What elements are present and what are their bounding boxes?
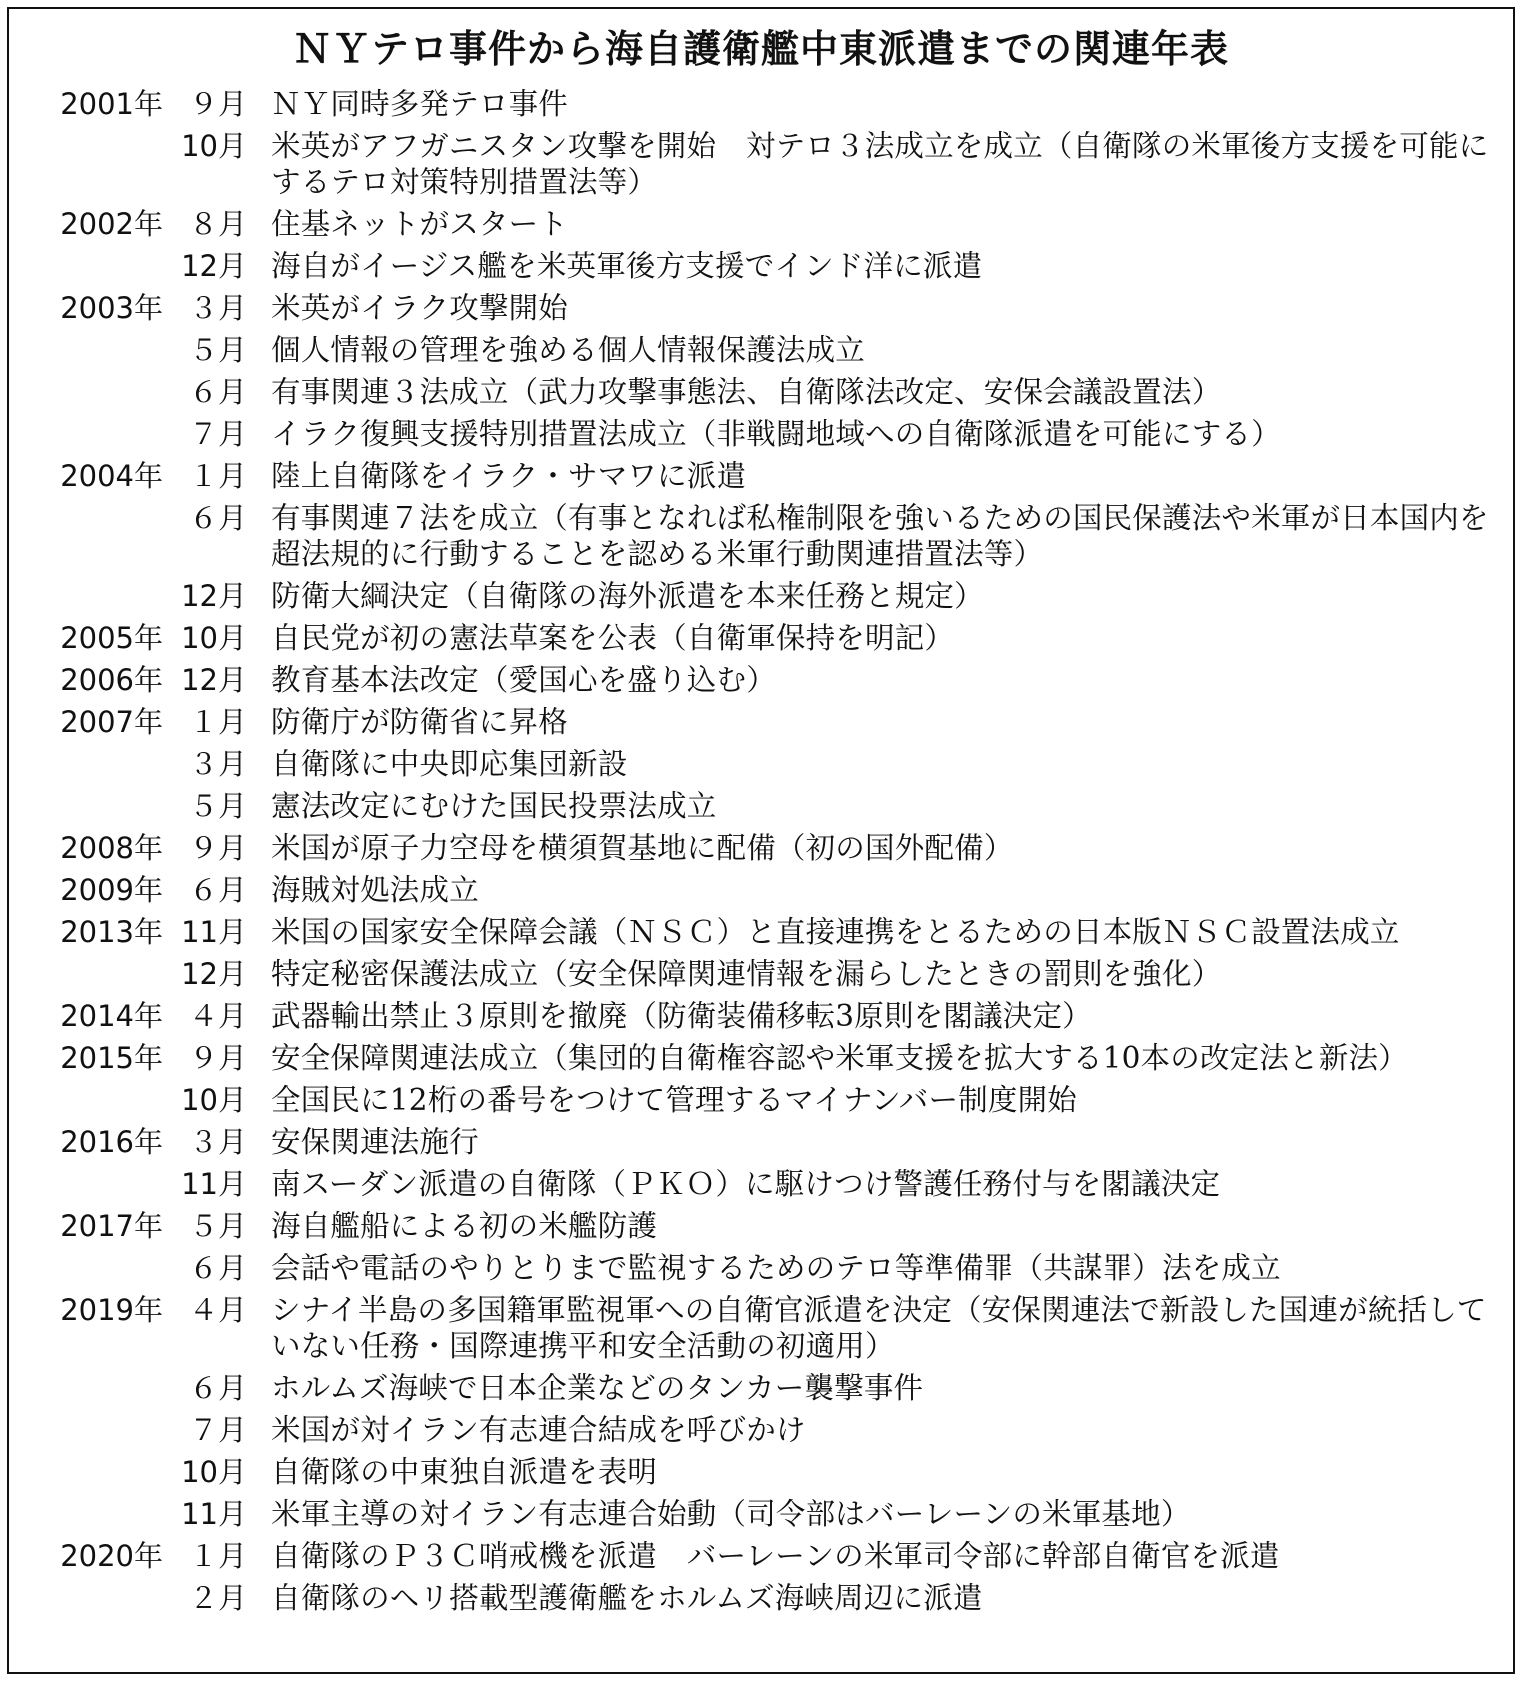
event-month: ４月 [188,999,247,1033]
event-text: シナイ半島の多国籍軍監視軍への自衛官派遣を決定（安保関連法で新設した国連が統括していない任務・国際連携平和安全活動の初適用） [271,1293,1487,1363]
event-date [9,1121,247,1163]
event-year: 2014年 [60,999,163,1033]
event-month: ８月 [188,207,247,241]
event-text: 海自がイージス艦を米英軍後方支援でインド洋に派遣 [271,249,983,283]
event-date [9,329,247,371]
timeline-row [9,125,1517,203]
event-date [9,1367,247,1409]
event-year: 2004年 [60,459,163,493]
event-month: 12月 [181,579,247,613]
event-date [9,995,247,1037]
event-text: 個人情報の管理を強める個人情報保護法成立 [271,333,866,367]
timeline-row [9,1577,1517,1619]
event-year: 2020年 [60,1539,163,1573]
event-date [9,1451,247,1493]
event-month: ７月 [188,417,247,451]
event-date [9,1037,247,1079]
page-title: ＮＹテロ事件から海自護衛艦中東派遣までの関連年表 [292,27,1229,71]
timeline-row [9,1163,1517,1205]
event-text: 米英がイラク攻撃開始 [271,291,569,325]
event-month: 11月 [181,915,247,949]
event-text: 米英がアフガニスタン攻撃を開始 対テロ３法成立を成立（自衛隊の米軍後方支援を可能にするテロ対策特別措置法等） [271,129,1489,199]
event-date [9,743,247,785]
event-date [9,413,247,455]
event-year: 2003年 [60,291,163,325]
event-month: ５月 [188,789,247,823]
event-year: 2017年 [60,1209,163,1243]
timeline-row [9,785,1517,827]
event-year: 2019年 [60,1293,163,1327]
event-text: 憲法改定にむけた国民投票法成立 [271,789,717,823]
event-text: 安保関連法施行 [271,1125,479,1159]
event-text: 米国が原子力空母を横須賀基地に配備（初の国外配備） [271,831,1014,865]
event-month: ６月 [188,501,247,535]
event-date [9,125,247,167]
event-year: 2015年 [60,1041,163,1075]
timeline-row [9,497,1517,575]
event-date [9,869,247,911]
event-year: 2016年 [60,1125,163,1159]
event-month: 10月 [181,129,247,163]
event-text: 米国の国家安全保障会議（ＮＳＣ）と直接連携をとるための日本版ＮＳＣ設置法成立 [271,915,1400,949]
timeline-row [9,869,1517,911]
event-date [9,245,247,287]
event-month: 11月 [181,1167,247,1201]
event-month: ５月 [188,1209,247,1243]
event-year: 2001年 [60,87,163,121]
event-text: 自民党が初の憲法草案を公表（自衛軍保持を明記） [271,621,955,655]
event-month: １月 [188,1539,247,1573]
event-date [9,953,247,995]
event-date [9,701,247,743]
event-month: 10月 [181,1083,247,1117]
event-month: ６月 [188,375,247,409]
event-date [9,1205,247,1247]
timeline-row [9,203,1517,245]
event-month: ９月 [188,87,247,121]
event-date [9,911,247,953]
event-text: 特定秘密保護法成立（安全保障関連情報を漏らしたときの罰則を強化） [271,957,1222,991]
event-year: 2013年 [60,915,163,949]
timeline-row [9,1535,1517,1577]
event-date [9,1409,247,1451]
timeline-row [9,827,1517,869]
event-date [9,1163,247,1205]
event-month: ４月 [188,1293,247,1327]
event-text: 会話や電話のやりとりまで監視するためのテロ等準備罪（共謀罪）法を成立 [271,1251,1281,1285]
event-text: 自衛隊に中央即応集団新設 [271,747,628,781]
event-month: ３月 [188,1125,247,1159]
event-text: 海賊対処法成立 [271,873,479,907]
timeline-row [9,911,1517,953]
event-month: ６月 [188,1371,247,1405]
event-text: 住基ネットがスタート [271,207,569,241]
event-text: 有事関連３法成立（武力攻撃事態法、自衛隊法改定、安保会議設置法） [271,375,1222,409]
event-date [9,659,247,701]
event-text: 武器輸出禁止３原則を撤廃（防衛装備移転3原則を閣議決定） [271,999,1092,1033]
event-date [9,617,247,659]
event-text: 教育基本法改定（愛国心を盛り込む） [271,663,776,697]
event-month: １月 [188,459,247,493]
event-year: 2002年 [60,207,163,241]
event-text: 米国が対イラン有志連合結成を呼びかけ [271,1413,806,1447]
timeline-row [9,245,1517,287]
timeline-row [9,701,1517,743]
event-text: 海自艦船による初の米艦防護 [271,1209,658,1243]
event-month: ７月 [188,1413,247,1447]
event-month: 12月 [181,663,247,697]
event-month: ９月 [188,831,247,865]
timeline-row [9,371,1517,413]
event-text: 自衛隊のＰ３Ｃ哨戒機を派遣 バーレーンの米軍司令部に幹部自衛官を派遣 [271,1539,1280,1573]
timeline-frame [7,7,1515,1674]
event-year: 2007年 [60,705,163,739]
timeline-row [9,575,1517,617]
event-text: ホルムズ海峡で日本企業などのタンカー襲撃事件 [271,1371,924,1405]
event-date [9,371,247,413]
event-text: 自衛隊のヘリ搭載型護衛艦をホルムズ海峡周辺に派遣 [271,1581,983,1615]
event-date [9,455,247,497]
timeline-row [9,953,1517,995]
event-date [9,83,247,125]
event-month: 11月 [181,1497,247,1531]
event-text: 全国民に12桁の番号をつけて管理するマイナンバー制度開始 [271,1083,1078,1117]
event-text: 安全保障関連法成立（集団的自衛権容認や米軍支援を拡大する10本の改定法と新法） [271,1041,1408,1075]
timeline-row [9,83,1517,125]
event-date [9,1289,247,1331]
event-date [9,1247,247,1289]
event-month: ３月 [188,291,247,325]
event-date [9,1079,247,1121]
event-text: 陸上自衛隊をイラク・サマワに派遣 [271,459,747,493]
event-text: 防衛大綱決定（自衛隊の海外派遣を本来任務と規定） [271,579,984,613]
event-date [9,203,247,245]
timeline-row [9,287,1517,329]
timeline-row [9,1289,1517,1367]
timeline-row [9,413,1517,455]
event-month: ６月 [188,1251,247,1285]
timeline-row [9,617,1517,659]
event-text: ＮＹ同時多発テロ事件 [271,87,569,121]
timeline-row [9,659,1517,701]
event-date [9,575,247,617]
event-date [9,1535,247,1577]
event-month: ２月 [188,1581,247,1615]
event-year: 2005年 [60,621,163,655]
event-text: イラク復興支援特別措置法成立（非戦闘地域への自衛隊派遣を可能にする） [271,417,1281,451]
event-date [9,1577,247,1619]
timeline-row [9,1367,1517,1409]
event-month: ３月 [188,747,247,781]
event-text: 米軍主導の対イラン有志連合始動（司令部はバーレーンの米軍基地） [271,1497,1191,1531]
event-month: １月 [188,705,247,739]
timeline-list [9,83,1517,1619]
event-month: ６月 [188,873,247,907]
event-month: ９月 [188,1041,247,1075]
timeline-row [9,455,1517,497]
timeline-row [9,1409,1517,1451]
event-month: 10月 [181,1455,247,1489]
event-month: 10月 [181,621,247,655]
event-year: 2009年 [60,873,163,907]
event-year: 2006年 [60,663,163,697]
event-month: 12月 [181,249,247,283]
timeline-row [9,1205,1517,1247]
event-text: 自衛隊の中東独自派遣を表明 [271,1455,658,1489]
timeline-row [9,1079,1517,1121]
event-text: 防衛庁が防衛省に昇格 [271,705,569,739]
event-date [9,785,247,827]
event-month: 12月 [181,957,247,991]
event-date [9,1493,247,1535]
event-date [9,497,247,539]
event-text: 有事関連７法を成立（有事となれば私権制限を強いるための国民保護法や米軍が日本国内を超法規的に行動することを認める米軍行動関連措置法等） [271,501,1489,571]
timeline-row [9,995,1517,1037]
timeline-row [9,743,1517,785]
timeline-row [9,1121,1517,1163]
timeline-row [9,1037,1517,1079]
timeline-row [9,1451,1517,1493]
event-date [9,287,247,329]
event-month: ５月 [188,333,247,367]
timeline-row [9,329,1517,371]
timeline-row [9,1247,1517,1289]
event-year: 2008年 [60,831,163,865]
event-date [9,827,247,869]
event-text: 南スーダン派遣の自衛隊（ＰＫＯ）に駆けつけ警護任務付与を閣議決定 [271,1167,1221,1201]
timeline-row [9,1493,1517,1535]
